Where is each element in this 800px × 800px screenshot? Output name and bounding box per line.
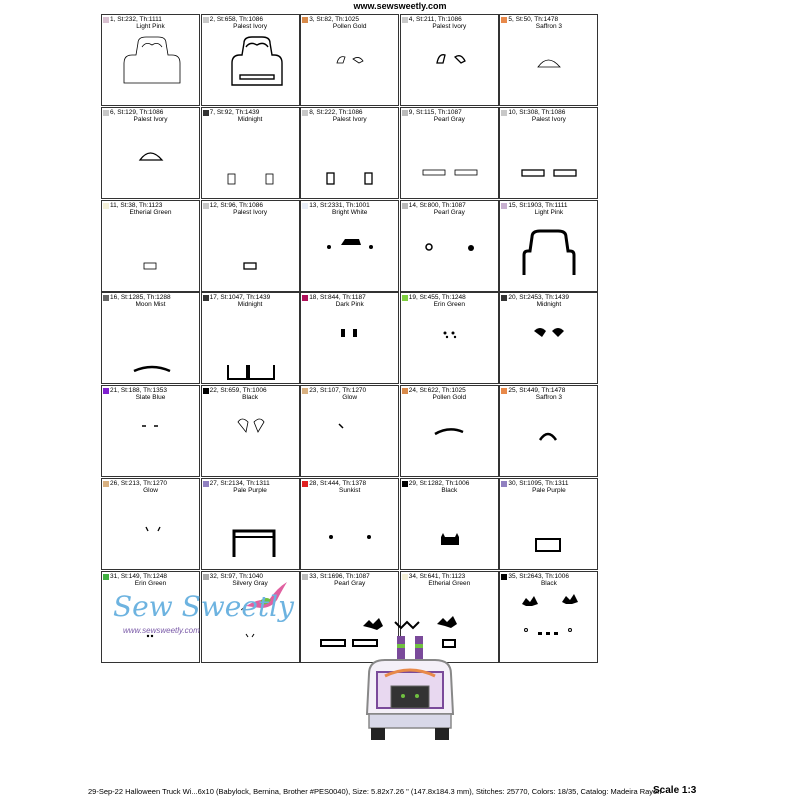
gate-icon xyxy=(202,497,299,569)
stitch-cell xyxy=(101,14,200,106)
stitch-info: 24, St:622, Th:1025 xyxy=(408,387,466,395)
stitch-info: 1, St:232, Th:1111 xyxy=(110,16,162,23)
stitch-info: 27, St:2134, Th:1311 xyxy=(209,480,270,487)
stitch-info: 30, St:1095, Th:1311 xyxy=(508,480,569,487)
thread-name: Saffron 3 xyxy=(535,394,563,402)
site-url: www.sewsweetly.com xyxy=(353,1,447,11)
stitch-cell xyxy=(499,571,598,663)
stitch-cell xyxy=(101,478,200,570)
stitch-info: 16, St:1285, Th:1288 xyxy=(110,294,171,302)
thread-name: Midnight xyxy=(237,115,263,123)
stitch-info: 9, St:115, Th:1087 xyxy=(408,108,462,116)
thread-name: Saffron 3 xyxy=(535,23,563,30)
shoes-icon xyxy=(500,311,597,383)
fenders-bold-icon xyxy=(401,33,498,105)
tick-icon xyxy=(301,404,398,476)
stitch-cell xyxy=(499,200,598,292)
stitch-info: 28, St:444, Th:1378 xyxy=(309,480,367,487)
stitch-info: 15, St:1903, Th:1111 xyxy=(508,201,568,209)
thread-name: Pollen Gold xyxy=(432,394,467,402)
stitch-info: 14, St:800, Th:1087 xyxy=(408,201,466,209)
stitch-info: 4, St:211, Th:1086 xyxy=(408,16,462,23)
thread-name: Palest Ivory xyxy=(133,115,168,123)
stitch-info: 10, St:308, Th:1086 xyxy=(508,108,566,116)
stitch-cell xyxy=(499,292,598,384)
bumper-arc-icon xyxy=(102,311,199,383)
stitch-info: 33, St:1696, Th:1087 xyxy=(309,572,370,580)
stitch-cell xyxy=(400,478,499,570)
stitch-info: 21, St:188, Th:1353 xyxy=(110,387,167,395)
stitch-info: 5, St:50, Th:1478 xyxy=(508,16,559,23)
small-rect-bold-icon xyxy=(202,219,299,291)
stitch-cell xyxy=(201,385,300,477)
thread-name: Midnight xyxy=(237,301,263,309)
stitch-cell xyxy=(101,107,200,199)
two-dots-icon xyxy=(301,497,398,569)
stitch-cell xyxy=(201,107,300,199)
stitch-info: 26, St:213, Th:1270 xyxy=(110,480,167,487)
stitch-grid xyxy=(101,14,599,587)
arch-icon xyxy=(500,404,597,476)
thread-name: Dark Pink xyxy=(335,301,364,309)
stitch-info: 18, St:844, Th:1187 xyxy=(309,294,366,302)
two-bars-icon xyxy=(401,126,498,198)
thread-name: Glow xyxy=(342,394,358,402)
roof-blobs-icon xyxy=(301,219,398,291)
bracket-icon xyxy=(202,311,299,383)
two-boxes-icon xyxy=(202,126,299,198)
thread-name: Slate Blue xyxy=(135,394,166,402)
two-boxes-bold-icon xyxy=(301,126,398,198)
thread-name: Etherial Green xyxy=(428,579,471,587)
stitch-cell xyxy=(400,200,499,292)
dome-icon xyxy=(500,33,597,105)
stitch-cell xyxy=(101,292,200,384)
thread-name: Black xyxy=(441,487,458,494)
ticks-pair-icon xyxy=(102,497,199,569)
stitch-cell xyxy=(201,14,300,106)
thread-name: Black xyxy=(242,394,259,402)
stitch-cell xyxy=(300,292,399,384)
thread-name: Erin Green xyxy=(433,301,466,309)
thread-name: Erin Green xyxy=(134,579,167,587)
design-preview xyxy=(355,614,465,754)
stitch-cell xyxy=(101,200,200,292)
stitch-info: 32, St:97, Th:1040 xyxy=(209,572,263,580)
thread-name: Light Pink xyxy=(136,23,165,30)
sew-sweetly-logo xyxy=(101,578,301,648)
stitch-cell xyxy=(499,478,598,570)
thread-name: Moon Mist xyxy=(135,301,166,309)
dots-pair-icon xyxy=(401,311,498,383)
stitch-info: 8, St:222, Th:1086 xyxy=(309,108,363,116)
legs-icon xyxy=(301,311,398,383)
stitch-cell xyxy=(300,200,399,292)
stitch-cell xyxy=(400,292,499,384)
thread-name: Palest Ivory xyxy=(332,115,367,123)
small-rect-icon xyxy=(102,219,199,291)
stitch-info: 12, St:96, Th:1086 xyxy=(209,201,263,209)
thread-name: Palest Ivory xyxy=(233,23,268,30)
stitch-cell xyxy=(201,200,300,292)
thread-name: Black xyxy=(540,579,557,587)
stitch-cell xyxy=(499,385,598,477)
stitch-info: 23, St:107, Th:1270 xyxy=(309,387,367,395)
footer-info: 29-Sep-22 Halloween Truck Wi...6x10 (Babylock, Bernina, Brother #PES0040), Size: 5.82x7.26 " (147.8x184.3 mm), Stitches: 25770, Colors: 18/35, Catalog: Madeira Rayon xyxy=(88,787,662,796)
stitch-info: 31, St:149, Th:1248 xyxy=(110,572,167,580)
stitch-cell xyxy=(400,385,499,477)
stitch-info: 2, St:658, Th:1086 xyxy=(209,16,263,23)
thread-name: Palest Ivory xyxy=(233,208,268,216)
stitch-cell xyxy=(201,478,300,570)
thread-name: Palest Ivory xyxy=(531,115,566,123)
wheels-icon xyxy=(401,219,498,291)
thread-name: Light Pink xyxy=(534,208,564,216)
stitch-cell xyxy=(101,385,200,477)
cab-silhouette-icon xyxy=(500,219,597,291)
stitch-cell xyxy=(201,292,300,384)
wide-arc-icon xyxy=(401,404,498,476)
stitch-info: 25, St:449, Th:1478 xyxy=(508,387,566,395)
stitch-info: 34, St:641, Th:1123 xyxy=(408,572,466,580)
thread-name: Pale Purple xyxy=(233,487,267,494)
frame-icon xyxy=(500,497,597,569)
stitch-info: 6, St:129, Th:1086 xyxy=(110,108,164,116)
stitch-info: 35, St:2643, Th:1006 xyxy=(508,572,569,580)
thread-name: Pale Purple xyxy=(532,487,566,494)
thread-name: Silvery Gray xyxy=(232,579,268,587)
thread-name: Palest Ivory xyxy=(432,23,467,30)
stitch-cell xyxy=(300,385,399,477)
thread-name: Glow xyxy=(143,487,158,494)
stitch-info: 20, St:2453, Th:1439 xyxy=(508,294,569,302)
thread-name: Midnight xyxy=(536,301,562,309)
thread-name: Pollen Gold xyxy=(332,23,367,30)
thread-name: Pearl Gray xyxy=(433,208,465,216)
cat-icon xyxy=(401,497,498,569)
thread-name: Pearl Gray xyxy=(433,115,465,123)
logo-subtitle: www.sewsweetly.com xyxy=(123,626,200,635)
stitch-info: 29, St:1282, Th:1006 xyxy=(408,480,470,487)
stitch-info: 17, St:1047, Th:1439 xyxy=(209,294,271,302)
stitch-cell xyxy=(400,107,499,199)
stitch-info: 11, St:38, Th:1123 xyxy=(110,201,163,209)
bats-icon xyxy=(500,590,597,662)
truck-outline-bold-icon xyxy=(202,33,299,105)
stitch-info: 22, St:659, Th:1006 xyxy=(209,387,267,395)
dome-bold-icon xyxy=(102,126,199,198)
logo-title: Sew Sweetly xyxy=(113,590,294,623)
stitch-info: 3, St:82, Th:1025 xyxy=(309,16,359,23)
thread-name: Bright White xyxy=(331,208,368,216)
stitch-info: 7, St:92, Th:1439 xyxy=(209,108,260,116)
scale-label: Scale 1:3 xyxy=(653,785,697,796)
stitch-cell xyxy=(499,14,598,106)
stitch-info: 19, St:455, Th:1248 xyxy=(408,294,466,302)
stitch-info: 13, St:2331, Th:1001 xyxy=(309,201,370,209)
stitch-cell xyxy=(300,478,399,570)
thread-name: Pearl Gray xyxy=(334,579,366,587)
dashes-icon xyxy=(102,404,199,476)
stitch-cell xyxy=(300,14,399,106)
stitch-cell xyxy=(499,107,598,199)
stitch-cell xyxy=(300,107,399,199)
fenders-icon xyxy=(301,33,398,105)
truck-outline-icon xyxy=(102,33,199,105)
thread-name: Sunkist xyxy=(339,487,361,494)
stitch-cell xyxy=(400,14,499,106)
shoe-outline-icon xyxy=(202,404,299,476)
two-bars-bold-icon xyxy=(500,126,597,198)
thread-name: Etherial Green xyxy=(129,208,172,216)
